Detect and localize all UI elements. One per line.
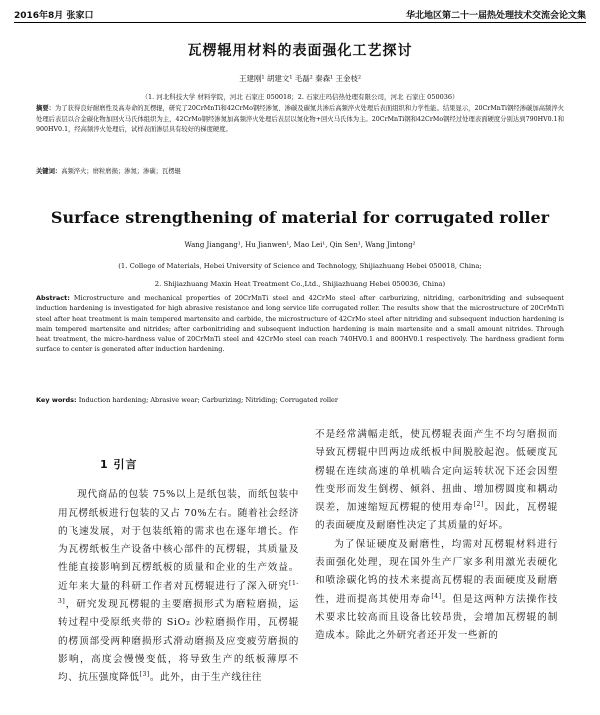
body-column-left — [58, 456, 299, 688]
intro-text-a: 现代商品的包装 75%以上是纸包装，而纸包装中用瓦楞纸板进行包装的又占 70%左右。随着社会经济的飞速发展，对于包装纸箱的需求也在逐年增长。作为瓦楞纸板生产设备中核心部件的瓦楞辊，其质量及性能直接影响到瓦楞纸板的质量和企业的生产效益。近年来大量的科研工作者对瓦楞辊进行了深入研究 — [58, 489, 299, 592]
chinese-title: 瓦楞辊用材料的表面强化工艺探讨 — [187, 43, 413, 59]
chinese-abstract — [36, 104, 564, 136]
header-date-location: 2016年8月 张家口 — [14, 11, 94, 21]
english-affiliation-2: 2. Shijiazhuang Maxin Heat Treatment Co.,Ltd., Shijiazhuang Hebei 050036, China) — [154, 280, 446, 288]
chinese-keywords-text: 高频淬火；磨粒磨损；渗氮；渗碳；瓦楞辊 — [61, 168, 181, 175]
intro-paragraph-1 — [58, 486, 299, 687]
english-abstract — [36, 293, 564, 355]
english-abstract-text: Microstructure and mechanical properties of 20CrMnTi steel and 42CrMo steel after carburizing, nitriding, carbonitriding and subsequent induction hardening is investigated for high abrasive resistance and long service life corrugated roller. The results show that the microstructure of 20CrMnTi steel after heat treatment is main tempered martensite and carbide, the microstructure of 42CrMo steel after nitriding and subsequent induction hardening is main tempered martensite and nitrides; after carbonitriding and subsequent induction hardening is main martensite and a small amount nitrides. Through heat treatment, the micro-hardness value of 20CrMnTi steel and 42CrMo steel can reach 740HV0.1 and 800HV0.1 respectively. The hardness gradient form surface to center is generated after induction hardening. — [36, 294, 564, 354]
english-keywords-text: Induction hardening; Abrasive wear; Carburizing; Nitriding; Corrugated roller — [78, 396, 338, 404]
citation-2[interactable]: [2] — [473, 501, 484, 508]
intro-cont-text-b: 。因此，瓦楞辊的表面硬度及耐磨性决定了其质量的好坏。 — [315, 502, 559, 532]
english-abstract-label: Abstract: — [36, 294, 70, 302]
intro-text-b: ，研究发现瓦楞辊的主要磨损形式为磨粒磨损，运转过程中受原纸夹带的 SiO₂ 沙粒磨损作用，瓦楞辊的楞顶部受两种磨损形式滑动磨损及应变疲劳磨损的影响，高度会慢慢变低，将导致生产的纸板薄厚不均、抗压强度降低 — [58, 599, 299, 684]
running-header — [14, 6, 586, 22]
header-proceedings-title: 华北地区第二十一届热处理技术交流会论文集 — [405, 11, 586, 21]
english-authors: Wang Jiangang¹, Hu Jianwen¹, Mao Lei¹, Qin Sen¹, Wang Jintong² — [184, 241, 416, 249]
intro-paragraph-2 — [315, 536, 558, 646]
citation-4[interactable]: [4] — [431, 592, 442, 600]
intro-text-c: 。此外，由于生产线往往 — [149, 672, 263, 684]
chinese-authors: 王建刚¹ 胡建文¹ 毛磊² 秦森¹ 王金枝² — [238, 74, 362, 83]
intro-paragraph-1-continued — [315, 426, 558, 536]
english-keywords — [36, 396, 564, 404]
english-title: Surface strengthening of material for corrugated roller — [50, 208, 550, 227]
chinese-keywords — [36, 166, 564, 175]
chinese-abstract-label: 摘要： — [36, 105, 55, 112]
english-keywords-label: Key words: — [36, 396, 77, 404]
intro-cont-text-a: 不是经常满幅走纸，使瓦楞辊表面产生不均匀磨损而导致瓦楞辊中凹两边成纸板中间脱胶起泡。低硬度瓦楞辊在连续高速的单机啮合定向运转状况下还会因塑性变形而发生倒楞、倾斜、扭曲、增加楞圆度和耦动误差，加速缩短瓦楞辊的使用寿命 — [315, 429, 558, 514]
chinese-abstract-text: 为了获得良好耐磨性及高寿命的瓦楞辊，研究了20CrMnTi和42CrMo钢经渗氮、渗碳及碳氮共渗后高频淬火处理后表面组织和力学性能。结果显示，20CrMnTi钢经渗碳加高频淬火处理后表层以合金碳化物加回火马氏体组织为主，42CrMo钢经渗氮加高频淬火处理后表层以氮化物+回火马氏体为主。20CrMnTi钢和42CrMo钢经过处理表面硬度分别达到790HV0.1和900HV0.1，经高频淬火处理后，试样表面渗层具有较好的梯度硬度。 — [36, 105, 565, 133]
body-column-right — [315, 426, 558, 646]
chinese-affiliation: （1. 河北科技大学 材料学院，河北 石家庄 050018；2. 石家庄玛信热处理有限公司，河北 石家庄 050036） — [141, 93, 459, 101]
header-rule — [14, 22, 586, 23]
english-affiliation-1: (1. College of Materials, Hebei University of Science and Technology, Shijiazhuang Hebei 050018, China; — [118, 262, 482, 270]
citation-1-3[interactable]: [1-3] — [58, 579, 299, 605]
citation-3[interactable]: [3] — [139, 671, 150, 679]
intro-p2-text-a: 为了保证硬度及耐磨性，均需对瓦楞辊材料进行表面强化处理，现在国外生产厂家多利用激光表硬化和喷涂碳化钨的技术来提高瓦楞辊的表面硬度及耐磨性，进而提高其使用寿命 — [315, 538, 558, 605]
chinese-keywords-label: 关键词： — [36, 168, 62, 175]
section-heading-introduction: 1 引言 — [100, 458, 138, 471]
intro-p2-text-b: 。但是这两种方法操作技术要求比较高而且设备比较昂贵，会增加瓦楞辊的制造成本。除此之外研究者还开发一些新的 — [315, 593, 558, 642]
